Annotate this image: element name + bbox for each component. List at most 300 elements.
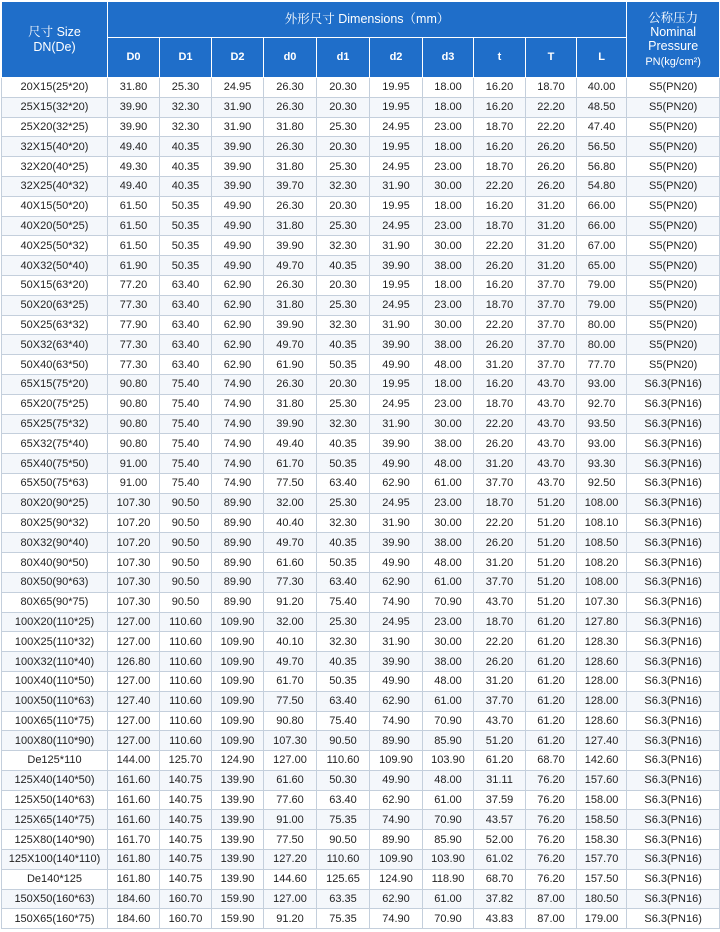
- pressure-cell: S6.3(PN16): [627, 612, 720, 632]
- table-cell: 24.95: [212, 78, 264, 98]
- table-cell: 158.00: [577, 790, 627, 810]
- size-cell: 65X50(75*63): [2, 473, 108, 493]
- table-cell: 77.30: [108, 355, 160, 375]
- table-cell: 62.90: [370, 691, 423, 711]
- column-header: d1: [317, 38, 370, 78]
- pressure-cell: S5(PN20): [627, 355, 720, 375]
- table-cell: 110.60: [160, 711, 212, 731]
- pressure-header-en1: Nominal: [650, 24, 697, 39]
- table-cell: 50.35: [317, 454, 370, 474]
- size-cell: 80X65(90*75): [2, 592, 108, 612]
- table-cell: 61.20: [526, 652, 577, 672]
- table-cell: 18.00: [423, 97, 474, 117]
- table-cell: 65.00: [577, 256, 627, 276]
- table-cell: 31.90: [370, 315, 423, 335]
- table-cell: 90.50: [160, 553, 212, 573]
- table-cell: 31.20: [526, 196, 577, 216]
- table-cell: 31.90: [370, 632, 423, 652]
- table-cell: 107.30: [108, 592, 160, 612]
- table-cell: 74.90: [212, 414, 264, 434]
- table-cell: 32.30: [317, 414, 370, 434]
- table-cell: 61.20: [526, 691, 577, 711]
- table-cell: 75.40: [317, 711, 370, 731]
- table-row: [2, 770, 720, 790]
- table-cell: 63.40: [160, 295, 212, 315]
- table-cell: 85.90: [423, 830, 474, 850]
- table-cell: 20.30: [317, 78, 370, 98]
- table-cell: 31.80: [108, 78, 160, 98]
- table-cell: 76.20: [526, 790, 577, 810]
- table-cell: 89.90: [212, 592, 264, 612]
- table-cell: 92.50: [577, 473, 627, 493]
- pressure-cell: S6.3(PN16): [627, 592, 720, 612]
- table-row: [2, 592, 720, 612]
- table-cell: 49.70: [264, 335, 317, 355]
- table-row: [2, 612, 720, 632]
- table-cell: 90.50: [160, 592, 212, 612]
- table-cell: 32.30: [317, 236, 370, 256]
- table-cell: 90.80: [264, 711, 317, 731]
- size-cell: 65X15(75*20): [2, 374, 108, 394]
- table-cell: 40.35: [317, 256, 370, 276]
- table-cell: 110.60: [160, 612, 212, 632]
- pressure-cell: S6.3(PN16): [627, 869, 720, 889]
- table-cell: 77.30: [264, 572, 317, 592]
- table-cell: 107.30: [108, 493, 160, 513]
- table-cell: 48.00: [423, 553, 474, 573]
- table-cell: 51.20: [526, 592, 577, 612]
- table-cell: 110.60: [160, 731, 212, 751]
- table-cell: 161.60: [108, 810, 160, 830]
- table-cell: 159.90: [212, 889, 264, 909]
- table-cell: 51.20: [526, 513, 577, 533]
- column-header: D2: [212, 38, 264, 78]
- table-cell: 61.00: [423, 790, 474, 810]
- table-cell: 24.95: [370, 493, 423, 513]
- table-row: [2, 751, 720, 771]
- table-row: [2, 374, 720, 394]
- table-cell: 48.00: [423, 355, 474, 375]
- table-cell: 63.40: [317, 473, 370, 493]
- size-cell: 125X80(140*90): [2, 830, 108, 850]
- size-cell: 32X15(40*20): [2, 137, 108, 157]
- table-cell: 91.00: [264, 810, 317, 830]
- table-cell: 184.60: [108, 909, 160, 929]
- table-cell: 49.30: [108, 157, 160, 177]
- table-cell: 26.20: [474, 256, 526, 276]
- table-cell: 62.90: [370, 473, 423, 493]
- table-cell: 48.00: [423, 770, 474, 790]
- table-cell: 68.70: [526, 751, 577, 771]
- table-cell: 128.60: [577, 652, 627, 672]
- table-cell: 90.50: [317, 830, 370, 850]
- table-cell: 61.20: [526, 612, 577, 632]
- size-cell: 65X40(75*50): [2, 454, 108, 474]
- table-cell: 74.90: [212, 434, 264, 454]
- size-cell: 125X100(140*110): [2, 850, 108, 870]
- table-cell: 62.90: [212, 355, 264, 375]
- table-cell: 74.90: [370, 592, 423, 612]
- pressure-cell: S6.3(PN16): [627, 652, 720, 672]
- table-cell: 90.50: [160, 493, 212, 513]
- table-cell: 31.90: [370, 513, 423, 533]
- table-cell: 103.90: [423, 850, 474, 870]
- table-cell: 31.90: [370, 236, 423, 256]
- table-cell: 93.30: [577, 454, 627, 474]
- table-cell: 18.70: [474, 216, 526, 236]
- table-cell: 43.70: [526, 394, 577, 414]
- table-row: [2, 473, 720, 493]
- table-cell: 39.70: [264, 176, 317, 196]
- size-cell: 100X50(110*63): [2, 691, 108, 711]
- table-cell: 43.70: [526, 473, 577, 493]
- table-cell: 61.20: [474, 751, 526, 771]
- table-cell: 39.90: [370, 335, 423, 355]
- table-row: [2, 671, 720, 691]
- table-cell: 76.20: [526, 850, 577, 870]
- table-cell: 39.90: [370, 256, 423, 276]
- table-cell: 19.95: [370, 97, 423, 117]
- size-cell: 32X20(40*25): [2, 157, 108, 177]
- table-cell: 39.90: [264, 414, 317, 434]
- table-cell: 61.00: [423, 473, 474, 493]
- table-cell: 48.50: [577, 97, 627, 117]
- table-cell: 24.95: [370, 612, 423, 632]
- table-cell: 61.20: [526, 671, 577, 691]
- table-cell: 61.50: [108, 236, 160, 256]
- dimensions-table: [1, 1, 720, 929]
- table-cell: 37.70: [526, 295, 577, 315]
- table-cell: 23.00: [423, 612, 474, 632]
- pressure-cell: S6.3(PN16): [627, 909, 720, 929]
- table-cell: 139.90: [212, 810, 264, 830]
- table-cell: 161.80: [108, 869, 160, 889]
- table-cell: 74.90: [212, 374, 264, 394]
- table-cell: 26.30: [264, 196, 317, 216]
- table-cell: 91.20: [264, 909, 317, 929]
- table-cell: 140.75: [160, 770, 212, 790]
- table-cell: 61.90: [264, 355, 317, 375]
- table-cell: 43.70: [526, 414, 577, 434]
- table-cell: 61.00: [423, 572, 474, 592]
- table-cell: 77.50: [264, 830, 317, 850]
- table-cell: 142.60: [577, 751, 627, 771]
- table-cell: 31.90: [370, 176, 423, 196]
- table-cell: 77.50: [264, 691, 317, 711]
- table-cell: 40.35: [317, 434, 370, 454]
- pressure-cell: S5(PN20): [627, 256, 720, 276]
- size-cell: De140*125: [2, 869, 108, 889]
- table-cell: 75.40: [160, 374, 212, 394]
- table-cell: 139.90: [212, 770, 264, 790]
- table-cell: 74.90: [212, 473, 264, 493]
- table-cell: 30.00: [423, 632, 474, 652]
- table-row: [2, 533, 720, 553]
- table-cell: 43.70: [526, 454, 577, 474]
- table-cell: 127.20: [264, 850, 317, 870]
- table-cell: 49.90: [370, 671, 423, 691]
- size-cell: 100X25(110*32): [2, 632, 108, 652]
- table-cell: 32.30: [160, 117, 212, 137]
- table-cell: 56.50: [577, 137, 627, 157]
- table-cell: 49.90: [212, 196, 264, 216]
- table-cell: 184.60: [108, 889, 160, 909]
- table-cell: 62.90: [370, 572, 423, 592]
- table-cell: 109.90: [212, 691, 264, 711]
- table-row: [2, 196, 720, 216]
- table-cell: 158.50: [577, 810, 627, 830]
- table-cell: 39.90: [108, 117, 160, 137]
- table-cell: 25.30: [317, 394, 370, 414]
- table-cell: 25.30: [317, 612, 370, 632]
- table-cell: 90.50: [160, 533, 212, 553]
- table-cell: 77.20: [108, 275, 160, 295]
- table-cell: 93.00: [577, 434, 627, 454]
- pressure-cell: S6.3(PN16): [627, 790, 720, 810]
- pressure-cell: S6.3(PN16): [627, 671, 720, 691]
- pressure-cell: S6.3(PN16): [627, 691, 720, 711]
- pressure-cell: S5(PN20): [627, 196, 720, 216]
- table-row: [2, 394, 720, 414]
- table-cell: 89.90: [212, 553, 264, 573]
- pressure-cell: S6.3(PN16): [627, 632, 720, 652]
- table-cell: 31.90: [212, 97, 264, 117]
- table-cell: 127.00: [108, 632, 160, 652]
- table-cell: 31.80: [264, 117, 317, 137]
- table-cell: 40.00: [577, 78, 627, 98]
- table-cell: 128.60: [577, 711, 627, 731]
- table-cell: 48.00: [423, 671, 474, 691]
- size-cell: 50X20(63*25): [2, 295, 108, 315]
- pressure-cell: S6.3(PN16): [627, 374, 720, 394]
- table-cell: 43.70: [474, 592, 526, 612]
- size-cell: 40X20(50*25): [2, 216, 108, 236]
- table-cell: 22.20: [526, 97, 577, 117]
- size-cell: 65X25(75*32): [2, 414, 108, 434]
- pressure-cell: S6.3(PN16): [627, 394, 720, 414]
- table-row: [2, 572, 720, 592]
- table-cell: 38.00: [423, 652, 474, 672]
- table-cell: 50.35: [317, 671, 370, 691]
- table-row: [2, 157, 720, 177]
- table-cell: 110.60: [160, 652, 212, 672]
- size-header-sublabel: DN(De): [33, 39, 76, 54]
- pressure-cell: S6.3(PN16): [627, 533, 720, 553]
- size-cell: 125X50(140*63): [2, 790, 108, 810]
- table-cell: 20.30: [317, 196, 370, 216]
- table-cell: 16.20: [474, 137, 526, 157]
- size-cell: 80X20(90*25): [2, 493, 108, 513]
- table-row: [2, 652, 720, 672]
- table-cell: 31.80: [264, 216, 317, 236]
- table-cell: 31.20: [526, 216, 577, 236]
- table-cell: 38.00: [423, 434, 474, 454]
- table-cell: 38.00: [423, 335, 474, 355]
- table-cell: 62.90: [370, 790, 423, 810]
- table-cell: 76.20: [526, 810, 577, 830]
- size-cell: 80X32(90*40): [2, 533, 108, 553]
- table-cell: 31.20: [526, 256, 577, 276]
- pressure-cell: S5(PN20): [627, 275, 720, 295]
- table-cell: 139.90: [212, 850, 264, 870]
- table-cell: 109.90: [212, 731, 264, 751]
- table-cell: 31.20: [474, 553, 526, 573]
- table-cell: 23.00: [423, 216, 474, 236]
- table-cell: 68.70: [474, 869, 526, 889]
- table-cell: 109.90: [212, 671, 264, 691]
- table-cell: 90.50: [317, 731, 370, 751]
- table-cell: 63.40: [160, 355, 212, 375]
- table-cell: 40.35: [160, 157, 212, 177]
- table-cell: 23.00: [423, 295, 474, 315]
- table-cell: 26.20: [526, 176, 577, 196]
- table-cell: 24.95: [370, 295, 423, 315]
- table-row: [2, 355, 720, 375]
- table-cell: 22.20: [474, 176, 526, 196]
- table-cell: 18.70: [474, 394, 526, 414]
- table-cell: 49.70: [264, 652, 317, 672]
- table-cell: 26.20: [474, 335, 526, 355]
- size-cell: 150X50(160*63): [2, 889, 108, 909]
- table-cell: 67.00: [577, 236, 627, 256]
- table-cell: 39.90: [264, 315, 317, 335]
- table-cell: 37.70: [526, 355, 577, 375]
- size-cell: 100X65(110*75): [2, 711, 108, 731]
- pressure-header-en2: Pressure: [648, 39, 699, 54]
- table-cell: 32.00: [264, 493, 317, 513]
- table-cell: 89.90: [370, 830, 423, 850]
- table-cell: 25.30: [317, 216, 370, 236]
- table-cell: 22.20: [474, 315, 526, 335]
- table-cell: 70.90: [423, 711, 474, 731]
- pressure-header-cn: 公称压力: [648, 10, 699, 25]
- table-cell: 90.80: [108, 394, 160, 414]
- table-cell: 39.90: [370, 533, 423, 553]
- table-cell: 93.50: [577, 414, 627, 434]
- table-cell: 52.00: [474, 830, 526, 850]
- table-cell: 75.40: [160, 454, 212, 474]
- table-cell: 79.00: [577, 275, 627, 295]
- table-cell: 90.80: [108, 414, 160, 434]
- table-cell: 127.80: [577, 612, 627, 632]
- table-cell: 63.40: [160, 335, 212, 355]
- table-cell: 89.90: [370, 731, 423, 751]
- table-cell: 49.90: [370, 770, 423, 790]
- table-cell: 37.70: [474, 572, 526, 592]
- table-cell: 40.40: [264, 513, 317, 533]
- table-cell: 161.70: [108, 830, 160, 850]
- table-cell: 22.20: [474, 513, 526, 533]
- table-cell: 23.00: [423, 394, 474, 414]
- table-cell: 51.20: [526, 533, 577, 553]
- table-cell: 18.70: [474, 295, 526, 315]
- table-cell: 43.70: [474, 711, 526, 731]
- table-cell: 140.75: [160, 810, 212, 830]
- table-cell: 62.90: [370, 889, 423, 909]
- table-cell: 75.35: [317, 810, 370, 830]
- table-cell: 26.20: [526, 137, 577, 157]
- table-cell: 43.70: [526, 374, 577, 394]
- pressure-cell: S5(PN20): [627, 335, 720, 355]
- table-cell: 24.95: [370, 216, 423, 236]
- table-cell: 32.30: [317, 632, 370, 652]
- table-cell: 144.00: [108, 751, 160, 771]
- table-cell: 61.00: [423, 691, 474, 711]
- table-cell: 160.70: [160, 909, 212, 929]
- table-cell: 161.60: [108, 790, 160, 810]
- table-cell: 157.60: [577, 770, 627, 790]
- table-row: [2, 97, 720, 117]
- table-cell: 18.00: [423, 374, 474, 394]
- table-cell: 40.35: [317, 652, 370, 672]
- table-cell: 110.60: [160, 691, 212, 711]
- size-cell: 100X40(110*50): [2, 671, 108, 691]
- table-cell: 77.30: [108, 295, 160, 315]
- table-cell: 127.00: [108, 731, 160, 751]
- table-cell: 20.30: [317, 97, 370, 117]
- table-cell: 110.60: [160, 671, 212, 691]
- table-cell: 76.20: [526, 830, 577, 850]
- table-cell: 75.40: [160, 473, 212, 493]
- table-cell: 140.75: [160, 790, 212, 810]
- table-cell: 110.60: [317, 751, 370, 771]
- table-cell: 91.20: [264, 592, 317, 612]
- table-cell: 43.57: [474, 810, 526, 830]
- table-cell: 109.90: [212, 632, 264, 652]
- table-cell: 31.20: [474, 454, 526, 474]
- column-header: d3: [423, 38, 474, 78]
- table-cell: 32.30: [160, 97, 212, 117]
- pressure-cell: S6.3(PN16): [627, 473, 720, 493]
- table-cell: 26.30: [264, 137, 317, 157]
- table-cell: 127.00: [108, 711, 160, 731]
- table-cell: 63.40: [317, 790, 370, 810]
- size-cell: 32X25(40*32): [2, 176, 108, 196]
- table-row: [2, 553, 720, 573]
- table-cell: 30.00: [423, 513, 474, 533]
- table-cell: 127.00: [264, 889, 317, 909]
- table-cell: 31.80: [264, 394, 317, 414]
- table-cell: 51.20: [526, 553, 577, 573]
- table-cell: 16.20: [474, 78, 526, 98]
- table-cell: 49.90: [212, 236, 264, 256]
- size-cell: De125*110: [2, 751, 108, 771]
- table-cell: 56.80: [577, 157, 627, 177]
- table-cell: 125.65: [317, 869, 370, 889]
- pressure-cell: S6.3(PN16): [627, 770, 720, 790]
- table-cell: 109.90: [370, 850, 423, 870]
- size-cell: 100X80(110*90): [2, 731, 108, 751]
- table-cell: 91.00: [108, 454, 160, 474]
- table-cell: 61.20: [526, 632, 577, 652]
- pressure-cell: S6.3(PN16): [627, 751, 720, 771]
- table-cell: 87.00: [526, 909, 577, 929]
- table-cell: 43.70: [526, 434, 577, 454]
- pressure-cell: S6.3(PN16): [627, 513, 720, 533]
- table-cell: 61.50: [108, 216, 160, 236]
- table-cell: 62.90: [212, 335, 264, 355]
- table-cell: 25.30: [317, 117, 370, 137]
- table-cell: 157.50: [577, 869, 627, 889]
- table-row: [2, 117, 720, 137]
- table-row: [2, 731, 720, 751]
- table-cell: 161.60: [108, 770, 160, 790]
- table-cell: 50.35: [317, 553, 370, 573]
- table-cell: 76.20: [526, 770, 577, 790]
- table-cell: 108.00: [577, 493, 627, 513]
- table-cell: 70.90: [423, 810, 474, 830]
- table-row: [2, 869, 720, 889]
